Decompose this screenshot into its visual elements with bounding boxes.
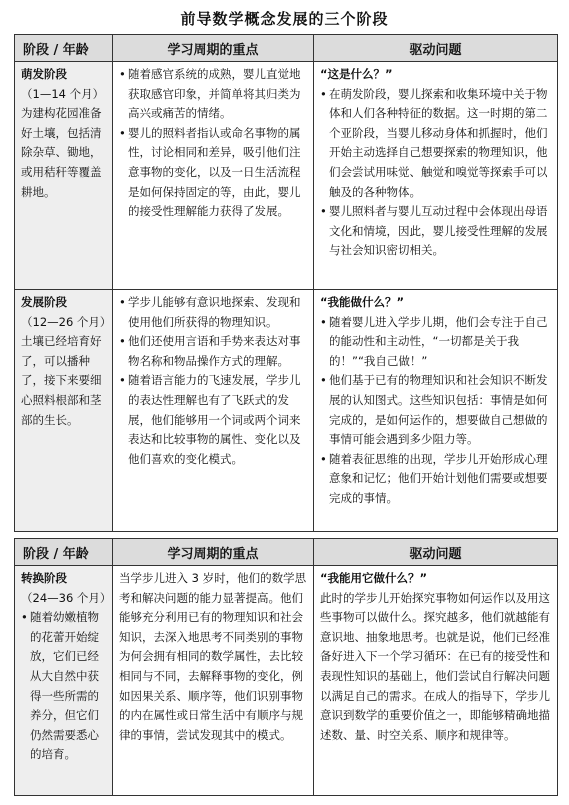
list-item: • 婴儿照料者与婴儿互动过程中会体现出母语文化和情境，因此，婴儿接受性理解的发展与社会知识密切相关。	[320, 202, 551, 261]
header-row	[15, 35, 558, 62]
list-item: • 他们基于已有的物理知识和社会知识不断发展的认知图式。这些知识包括：事情是如何完成的，是如何运作的，想要做自己想做的事情可能会遇到多少阻力等。	[320, 371, 551, 449]
drive-cell	[314, 290, 558, 532]
stage-cell	[15, 62, 113, 290]
header-focus: 学习周期的重点	[113, 35, 314, 62]
stage-name: 萌发阶段	[21, 67, 67, 81]
stage-name: 转换阶段	[21, 571, 67, 585]
table-row	[15, 566, 558, 796]
stage-name: 发展阶段	[21, 295, 67, 309]
list-item: • 随着语言能力的飞速发展，学步儿的表达性理解也有了飞跃式的发展，他们能够用一个词或两个词来表达和比较事物的属性、变化以及他们喜欢的变化模式。	[119, 371, 307, 469]
stages-table-part-2	[14, 538, 558, 796]
stage-age: （12—26 个月）	[21, 314, 112, 329]
table-row	[15, 62, 558, 290]
list-item: • 随着婴儿进入学步儿期，他们会专注于自己的能动性和主动性，“一切都是关于我的！”“我自己做！”	[320, 313, 551, 372]
driving-question: “我能做什么？”	[320, 295, 405, 309]
page-title: 前导数学概念发展的三个阶段	[180, 10, 389, 28]
stage-description: • 随着幼嫩植物的花蕾开始绽放，它们已经从大自然中获得一些所需的养分，但它们仍然需要悉心的培育。	[21, 608, 106, 765]
stage-cell	[15, 290, 113, 532]
driving-question: “这是什么？”	[320, 67, 393, 81]
list-item: • 在萌发阶段，婴儿探索和收集环境中关于物体和人们各种特征的数据。这一时期的第二个亚阶段，当婴儿移动身体和抓握时，他们开始主动选择自己想要探索的物理知识，他们会尝试用味觉、触觉和嗅觉等探索手可以触及的各种物体。	[320, 85, 551, 203]
stage-cell	[15, 566, 113, 796]
table-row	[15, 290, 558, 532]
header-drive: 驱动问题	[314, 35, 558, 62]
stage-description: 土壤已经培育好了，可以播种了，接下来要细心照料根部和茎部的生长。	[21, 334, 102, 427]
focus-cell	[113, 566, 314, 796]
focus-paragraph: 当学步儿进入 3 岁时，他们的数学思考和解决问题的能力显著提高。他们能够充分利用已有的物理知识和社会知识，去深入地思考不同类别的事物为何会拥有相同的数学属性，去比较相同与不同，去解释事物的变化，例如因果关系、顺序等，他们识别事物的内在属性或日常生活中有顺序与规律的事情，尝试发现其中的模式。	[119, 571, 307, 742]
stage-age: （1—14 个月）	[21, 86, 105, 101]
header-focus: 学习周期的重点	[113, 539, 314, 566]
focus-cell	[113, 62, 314, 290]
header-stage-age: 阶段 / 年龄	[15, 539, 113, 566]
header-stage-age: 阶段 / 年龄	[15, 35, 113, 62]
list-item: • 婴儿的照料者指认或命名事物的属性，讨论相同和差异，吸引他们注意事物的变化，以及一日生活流程是如何保持固定的等，由此，婴儿的接受性理解能力获得了发展。	[119, 124, 307, 222]
header-row	[15, 539, 558, 566]
focus-cell	[113, 290, 314, 532]
drive-cell	[314, 62, 558, 290]
list-item: • 学步儿能够有意识地探索、发现和使用他们所获得的物理知识。	[119, 293, 307, 332]
driving-question: “我能用它做什么？”	[320, 571, 428, 585]
list-item: • 随着感官系统的成熟，婴儿直觉地获取感官印象，并简单将其归类为高兴或痛苦的情绪。	[119, 65, 307, 124]
stages-table-part-1	[14, 34, 558, 532]
list-item: • 他们还使用言语和手势来表达对事物名称和物品操作方式的理解。	[119, 332, 307, 371]
drive-cell	[314, 566, 558, 796]
stage-description: 为建构花园准备好土壤，包括清除杂草、锄地，或用秸秆等覆盖耕地。	[21, 106, 102, 199]
header-drive: 驱动问题	[314, 539, 558, 566]
drive-paragraph: 此时的学步儿开始探究事物如何运作以及用这些事物可以做什么。探究越多，他们就越能有意识地、抽象地思考。也就是说，他们已经准备好进入下一个学习循环：在已有的接受性和表现性知识的基础上，他们尝试自行解决问题以满足自己的需求。在成人的指导下，学步儿意识到数学的重要价值之一，即能够精确地描述数、量、时空关系、顺序和规律等。	[320, 590, 550, 742]
stage-age: （24—36 个月）	[21, 590, 112, 605]
list-item: • 随着表征思维的出现，学步儿开始形成心理意象和记忆；他们开始计划他们需要或想要完成的事情。	[320, 450, 551, 509]
